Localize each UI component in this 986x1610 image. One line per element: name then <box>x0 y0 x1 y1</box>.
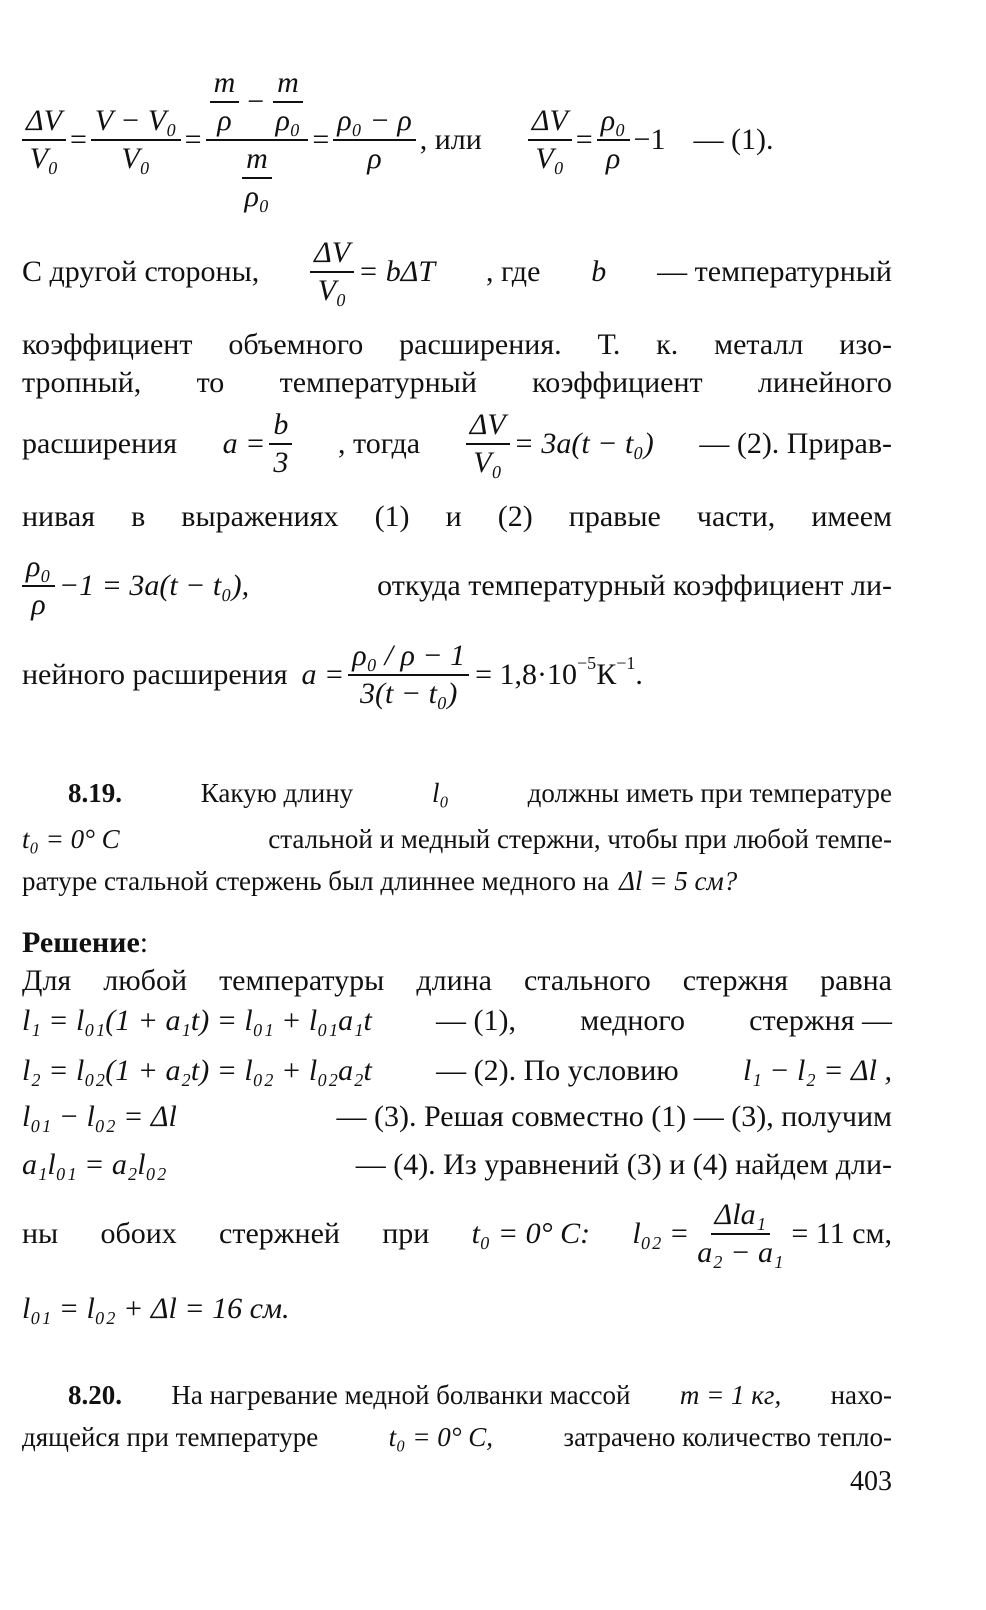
para1-line-2: коэффициент объемного расширения. Т. к. металл изо- <box>22 328 892 361</box>
p819-line-3: ратуре стальной стержень был длиннее медного на Δl = 5 см? <box>22 866 738 896</box>
p819-line-1: 8.19. Какую длину l₀ должны иметь при температуре <box>68 778 892 808</box>
para1-fraction-b-3: $\frac{b}{3}$ <box>269 410 292 478</box>
para1-line-5: нивая в выражениях (1) и (2) правые части, имеем <box>22 500 892 533</box>
para1-line-4: расширения a = $\frac{b}{3}$ , тогда $\frac{\Delta V}{\text{V₀}}$ = 3a(t − t₀) — (2). Прирав- <box>22 408 892 479</box>
paragraph-thermal-expansion <box>22 232 892 732</box>
p819-line-2: t₀ = 0° С стальной и медный стержни, чтобы при любой темпе- <box>22 824 892 854</box>
solution-line-4: l₀₁ − l₀₂ = Δl — (3). Решая совместно (1) — (3), получим <box>22 1100 892 1133</box>
eq1-fraction-5: $\frac{\Delta V}{\text{V₀}}$ <box>528 106 572 174</box>
solution-line-7: l₀₁ = l₀₂ + Δl = 16 см. <box>22 1292 290 1325</box>
eq1-fraction-2: $\frac{\text{V − V₀}}{\text{V₀}}$ <box>91 106 181 174</box>
page-number: 403 <box>850 1466 892 1497</box>
equation-1: $\frac{\Delta V}{\text{V₀}}$ = $\frac{\text{V − V₀}}{\text{V₀}}$ = $\frac{m}{\rho}$ − $\frac{m}{\text{ρ₀}}$ $\frac{m}{\text{ρ₀}}$ = $\frac{\text{ρ₀ − ρ}}{\rho}$ , или $\frac{\Delta V}{\text{V₀}}$ = $\frac{\text{ρ₀}}{\rho}$ −1 — (1). <box>22 55 892 225</box>
para1-line-7: нейного расширения a = $\frac{\text{ρ₀ / ρ − 1}}{\text{3(t − t₀)}}$ = 1,8·10 $^{-5}$ К $^{-1}$ . <box>22 639 643 710</box>
eq1-fraction-6: $\frac{\text{ρ₀}}{\rho}$ <box>597 106 630 174</box>
solution-line-5: a₁l₀₁ = a₂l₀₂ — (4). Из уравнений (3) и (4) найдем дли- <box>22 1148 892 1181</box>
solution-heading: Решение: <box>22 926 149 959</box>
solution-line-3: l₂ = l₀₂(1 + a₂t) = l₀₂ + l₀₂a₂t — (2). По условию l₁ − l₂ = Δl , <box>22 1054 892 1087</box>
para1-line-3: тропный, то температурный коэффициент линейного <box>22 366 892 399</box>
para1-line-6: $\frac{\text{ρ₀}}{\rho}$ −1 = 3a(t − t₀), откуда температурный коэффициент ли- <box>22 550 892 622</box>
para1-fraction-dv-v0: $\frac{\Delta V}{\text{V₀}}$ <box>310 238 354 306</box>
eq1-fraction-4: $\frac{\text{ρ₀ − ρ}}{\rho}$ <box>333 106 415 174</box>
para1-line-1: С другой стороны, $\frac{\Delta V}{\text{V₀}}$ = bΔT , где b — температурный <box>22 236 892 307</box>
problem-8-20 <box>22 1382 892 1472</box>
problem-8-19 <box>22 780 892 900</box>
para1-fraction-rho0-rho: $\frac{\text{ρ₀}}{\rho}$ <box>22 552 55 620</box>
solution-line-2: l₁ = l₀₁(1 + a₁t) = l₀₁ + l₀₁a₁t — (1), медного стержня — <box>22 1004 892 1037</box>
solution-8-19 <box>22 928 892 1348</box>
p820-line-1: 8.20. На нагревание медной болванки массой m = 1 кг, нахо- <box>68 1380 892 1410</box>
p820-line-2: дящейся при температуре t₀ = 0° С, затрачено количество тепло- <box>22 1422 892 1452</box>
solution-fraction-l02: $\frac{\text{Δla₁}}{\text{a₂ − a₁}}$ <box>697 1198 784 1269</box>
para1-fraction-dv-v0-2: $\frac{\Delta V}{\text{V₀}}$ <box>466 410 510 478</box>
eq1-fraction-3: $\frac{m}{\rho}$ − $\frac{m}{\text{ρ₀}}$ $\frac{m}{\text{ρ₀}}$ <box>206 68 309 212</box>
eq1-fraction-lhs: $\frac{\Delta V}{\text{V₀}}$ <box>22 106 66 174</box>
para1-fraction-result: $\frac{\text{ρ₀ / ρ − 1}}{\text{3(t − t₀)}}$ <box>348 641 469 709</box>
solution-line-1: Для любой температуры длина стального стержня равна <box>22 964 892 997</box>
solution-line-6: ны обоих стержней при t₀ = 0° С: l₀₂ = $\frac{\text{Δla₁}}{\text{a₂ − a₁}}$ = 11 см, <box>22 1198 892 1269</box>
